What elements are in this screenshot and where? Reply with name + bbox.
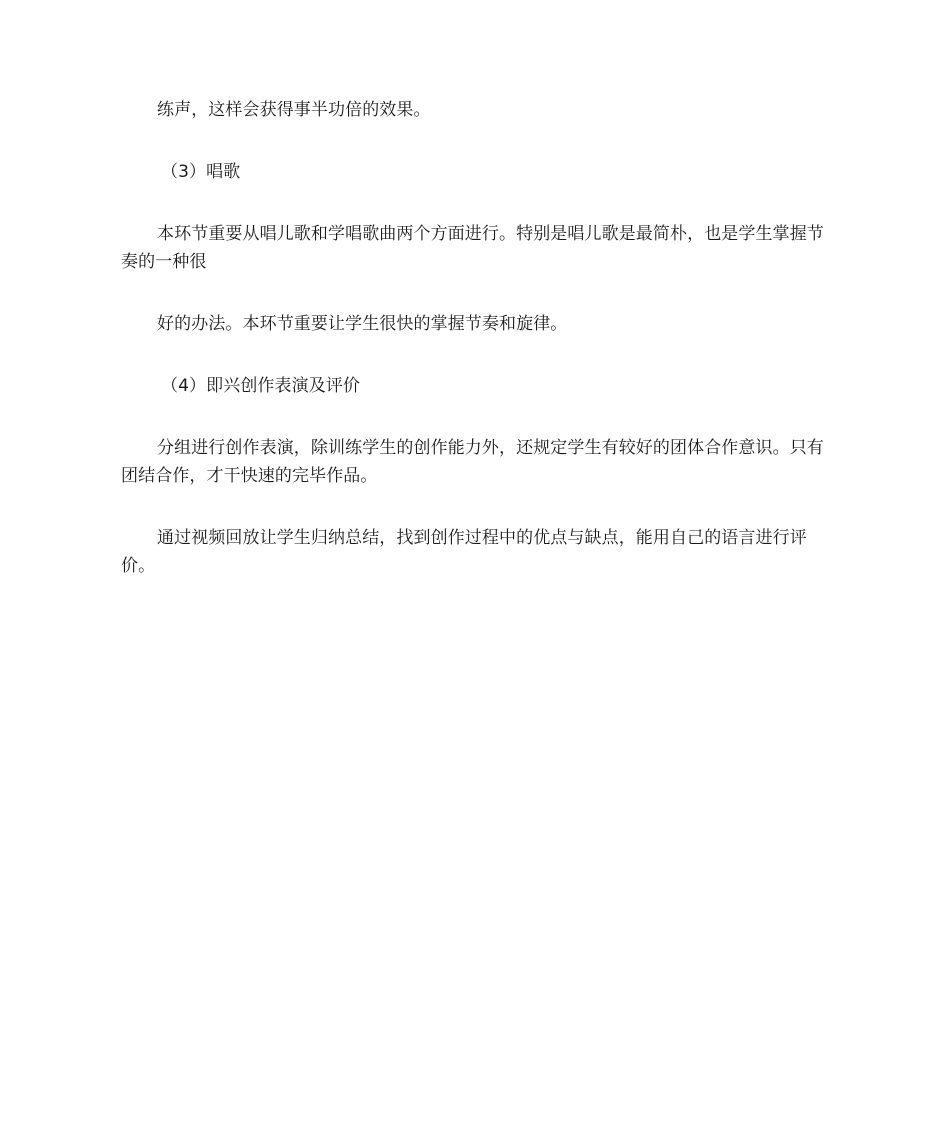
paragraph-video-review: 通过视频回放让学生归纳总结，找到创作过程中的优点与缺点，能用自己的语言进行评价。 (121, 528, 807, 576)
paragraph-singing-goal: 好的办法。本环节重要让学生很快的掌握节奏和旋律。 (157, 314, 568, 334)
section-heading-singing: （3）唱歌 (161, 162, 241, 182)
paragraph-group-performance: 分组进行创作表演，除训练学生的创作能力外，还规定学生有较好的团体合作意识。只有团结合作，才干快速的完毕作品。 (121, 438, 824, 486)
paragraph-singing-intro: 本环节重要从唱儿歌和学唱歌曲两个方面进行。特别是唱儿歌是最简朴，也是学生掌握节奏的一种很 (121, 224, 824, 272)
paragraph-continuation: 练声，这样会获得事半功倍的效果。 (157, 100, 431, 120)
document-body (121, 96, 833, 614)
section-heading-improvisation: （4）即兴创作表演及评价 (161, 376, 361, 396)
